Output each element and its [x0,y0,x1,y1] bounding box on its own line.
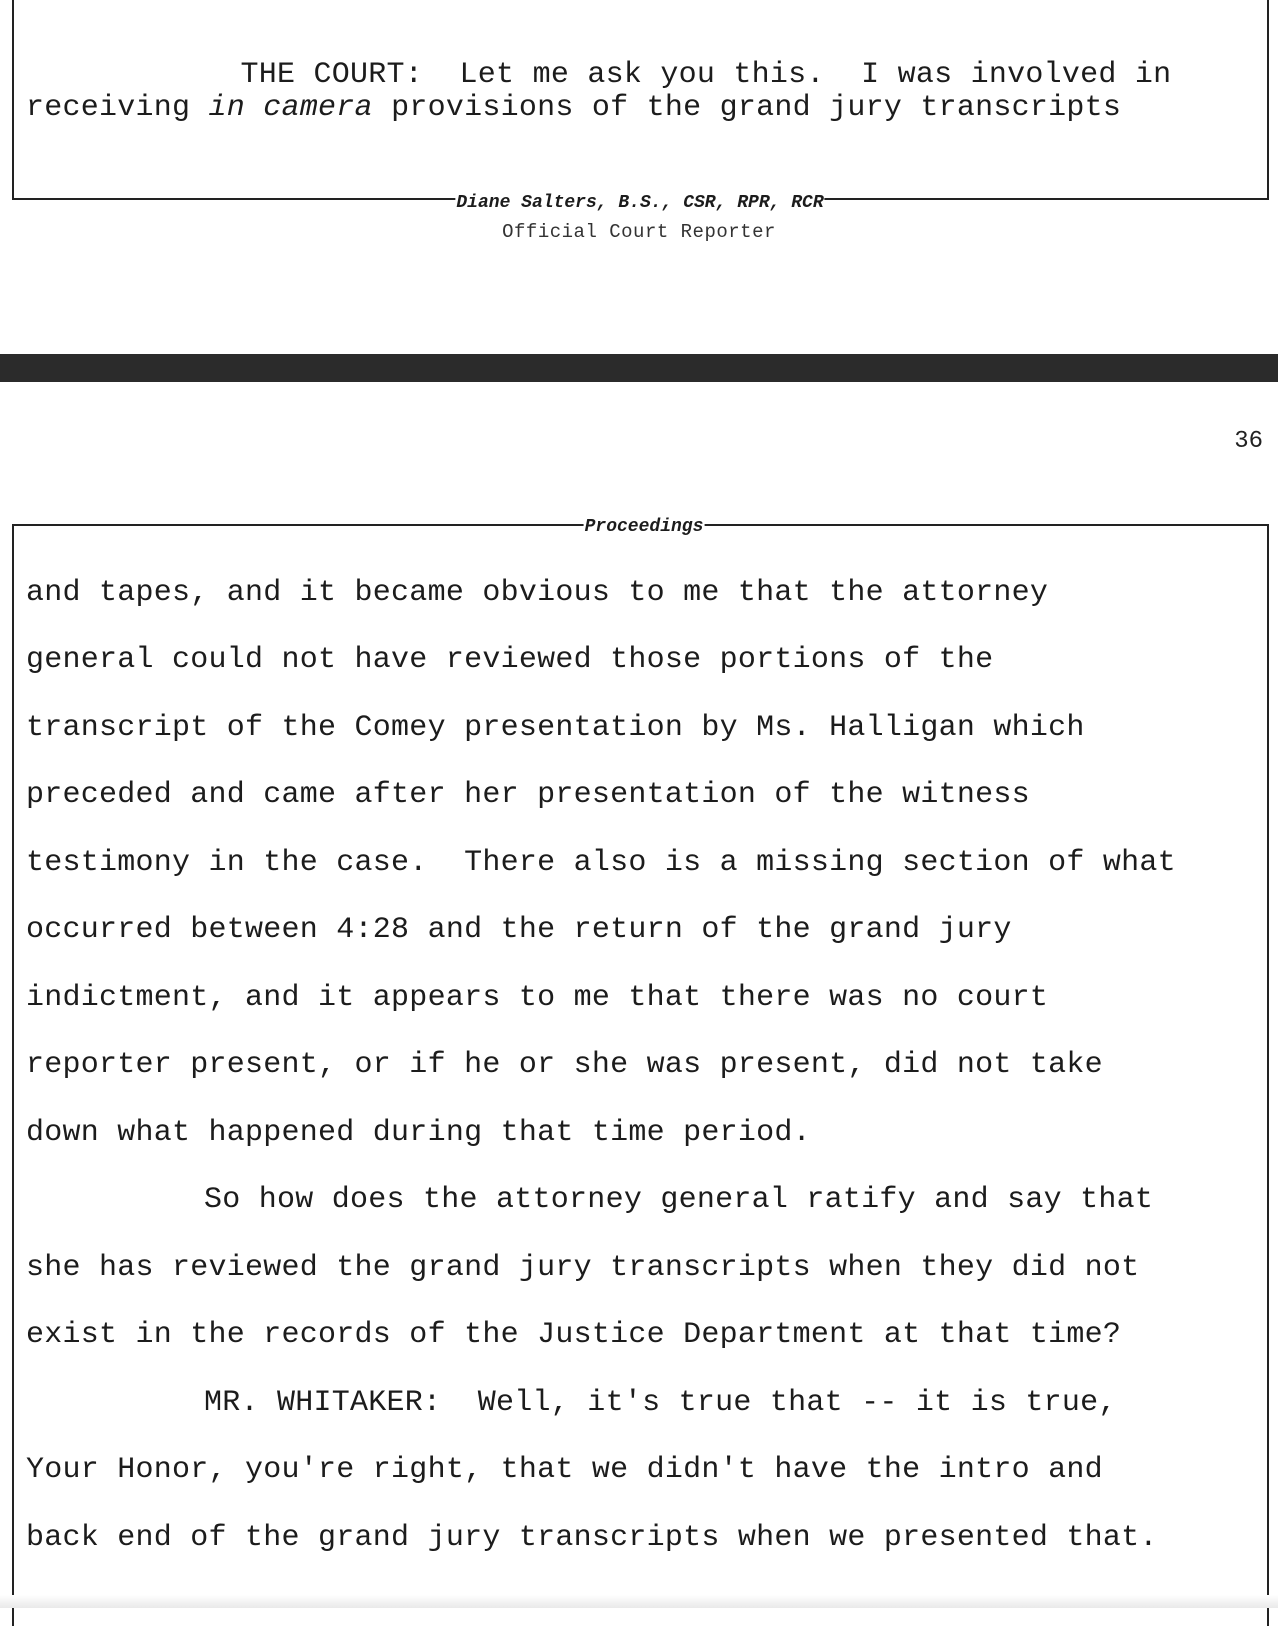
reporter-title: Official Court Reporter [502,221,776,243]
transcript-line: indictment, and it appears to me that there was no court [26,981,1049,1015]
transcript-line: preceded and came after her presentation of the witness [26,778,1030,812]
transcript-line: Your Honor, you're right, that we didn't have the intro and [26,1453,1103,1487]
transcript-line: general could not have reviewed those portions of the [26,643,994,677]
page-number: 36 [1234,428,1263,455]
page-divider [0,354,1278,382]
transcript-line: reporter present, or if he or she was present, did not take [26,1048,1103,1082]
transcript-line: back end of the grand jury transcripts when we presented that. [26,1521,1158,1555]
transcript-line: exist in the records of the Justice Department at that time? [26,1318,1122,1352]
transcript-line: occurred between 4:28 and the return of the grand jury [26,913,1012,947]
transcript-line: transcript of the Comey presentation by Ms. Halligan which [26,711,1085,745]
transcript-line: MR. WHITAKER: Well, it's true that -- it is true, [204,1386,1117,1420]
transcript-line: she has reviewed the grand jury transcripts when they did not [26,1251,1140,1285]
line-text: provisions of the grand jury transcripts [372,91,1122,125]
italic-phrase: in camera [208,91,373,125]
transcript-line: So how does the attorney general ratify and say that [204,1183,1154,1217]
transcript-line: testimony in the case. There also is a missing section of what [26,846,1176,880]
transcript-line [204,24,1171,92]
scroll-shadow [0,1595,1278,1608]
transcript-line [26,91,1121,125]
transcript-line: down what happened during that time period. [26,1116,811,1150]
speaker-line-text: THE COURT: Let me ask you this. I was involved in [240,58,1172,92]
line-text: receiving [26,91,209,125]
section-header: Proceedings [584,517,704,537]
transcript-line: and tapes, and it became obvious to me that the attorney [26,576,1049,610]
reporter-name: Diane Salters, B.S., CSR, RPR, RCR [456,193,824,213]
